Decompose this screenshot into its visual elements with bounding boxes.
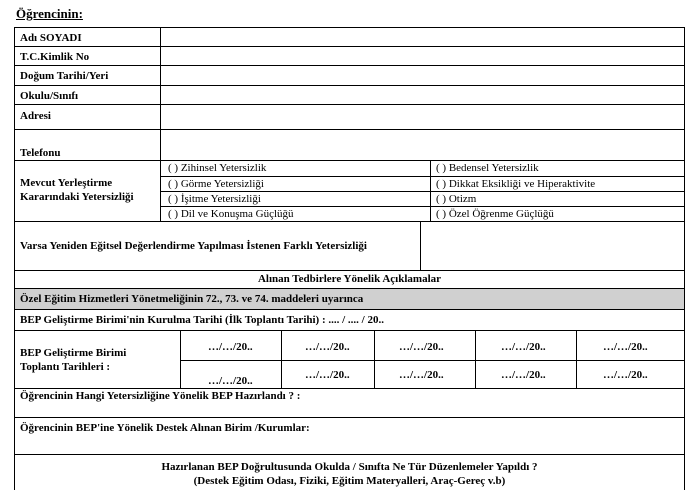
regulation-text: Özel Eğitim Hizmetleri Yönetmeliğinin 72., 73. ve 74. maddeleri uyarınca: [20, 293, 364, 305]
meeting-date[interactable]: …/…/20..: [305, 341, 350, 353]
meeting-date[interactable]: …/…/20..: [603, 341, 648, 353]
column-divider: [374, 330, 375, 388]
column-divider: [576, 330, 577, 388]
meeting-date[interactable]: …/…/20..: [399, 369, 444, 381]
column-divider: [180, 330, 181, 388]
meeting-date[interactable]: …/…/20..: [603, 369, 648, 381]
row-divider: [160, 206, 685, 207]
meeting-date[interactable]: …/…/20..: [305, 369, 350, 381]
name-field[interactable]: [161, 28, 684, 46]
school-field[interactable]: [161, 86, 684, 104]
measures-title: Alınan Tedbirlere Yönelik Açıklamalar: [257, 273, 442, 285]
row-divider: [14, 330, 685, 331]
tc-field[interactable]: [161, 47, 684, 65]
row-divider: [160, 191, 685, 192]
option-hearing[interactable]: ( ) İşitme Yetersizliği: [168, 193, 261, 205]
row-divider: [14, 270, 685, 271]
placement-label-line2: Kararındaki Yetersizliği: [20, 191, 134, 203]
meeting-date[interactable]: …/…/20..: [399, 341, 444, 353]
option-adhd[interactable]: ( ) Dikkat Eksikliği ve Hiperaktivite: [436, 178, 596, 190]
meeting-date[interactable]: …/…/20..: [208, 341, 253, 353]
row-divider: [14, 160, 685, 161]
arrangements-line1: Hazırlanan BEP Doğrultusunda Okulda / Sınıfta Ne Tür Düzenlemeler Yapıldı ?: [161, 461, 538, 473]
bep-prepared-for-label: Öğrencinin Hangi Yetersizliğine Yönelik BEP Hazırlandı ? :: [20, 390, 301, 402]
bep-meetings-label-line2: Toplantı Tarihleri :: [20, 361, 111, 373]
bep-formation-date[interactable]: BEP Geliştirme Birimi'nin Kurulma Tarihi (İlk Toplantı Tarihi) : .... / .... / 20..: [20, 314, 384, 326]
option-visual[interactable]: ( ) Görme Yetersizliği: [168, 178, 264, 190]
address-field[interactable]: [161, 105, 684, 129]
column-divider: [475, 330, 476, 388]
column-divider: [430, 160, 431, 221]
school-label: Okulu/Sınıfı: [20, 90, 79, 102]
meeting-date[interactable]: …/…/20..: [501, 369, 546, 381]
option-intellectual[interactable]: ( ) Zihinsel Yetersizlik: [168, 162, 267, 174]
phone-field[interactable]: [161, 130, 684, 160]
reassessment-label: Varsa Yeniden Eğitsel Değerlendirme Yapılması İstenen Farklı Yetersizliği: [20, 240, 367, 252]
placement-label-line1: Mevcut Yerleştirme: [20, 177, 113, 189]
row-divider: [14, 309, 685, 310]
name-label: Adı SOYADI: [20, 32, 82, 44]
column-divider: [281, 330, 282, 388]
birth-label: Doğum Tarihi/Yeri: [20, 70, 109, 82]
row-divider: [160, 176, 685, 177]
support-units-label: Öğrencinin BEP'ine Yönelik Destek Alınan Birim /Kurumlar:: [20, 422, 310, 434]
page-heading: Öğrencinin:: [16, 6, 83, 21]
birth-field[interactable]: [161, 66, 684, 85]
option-speech[interactable]: ( ) Dil ve Konuşma Güçlüğü: [168, 208, 294, 220]
phone-label: Telefonu: [20, 147, 61, 159]
option-physical[interactable]: ( ) Bedensel Yetersizlik: [436, 162, 539, 174]
row-divider: [14, 417, 685, 418]
row-divider: [14, 388, 685, 389]
reassessment-field[interactable]: [421, 222, 684, 270]
tc-label: T.C.Kimlik No: [20, 51, 90, 63]
meeting-date[interactable]: …/…/20..: [501, 341, 546, 353]
meeting-date[interactable]: …/…/20..: [208, 375, 253, 387]
row-divider: [14, 454, 685, 455]
bep-meetings-label-line1: BEP Geliştirme Birimi: [20, 347, 127, 359]
option-learning[interactable]: ( ) Özel Öğrenme Güçlüğü: [436, 208, 554, 220]
address-label: Adresi: [20, 110, 51, 122]
arrangements-line2: (Destek Eğitim Odası, Fiziki, Eğitim Materyalleri, Araç-Gereç v.b): [193, 475, 506, 487]
row-divider: [180, 360, 685, 361]
option-autism[interactable]: ( ) Otizm: [436, 193, 477, 205]
